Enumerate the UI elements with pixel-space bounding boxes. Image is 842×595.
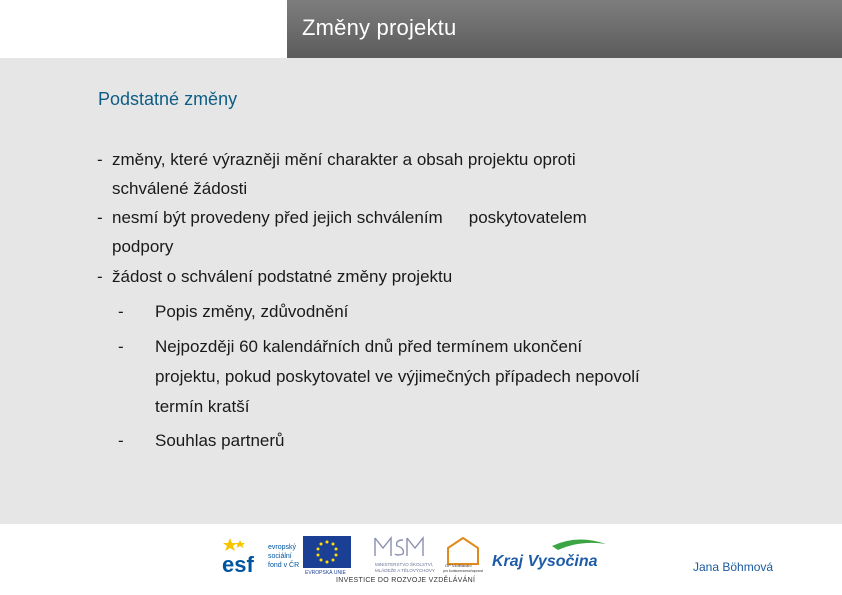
esf-caption: fond v ČR [268, 562, 300, 569]
section-subtitle: Podstatné změny [98, 89, 238, 109]
esf-logo [222, 536, 300, 576]
bullet-text: schválené žádosti [112, 179, 248, 198]
op-caption: OP Vzdělávání [445, 563, 472, 568]
bullet-text: poskytovatelem [468, 208, 587, 227]
sub-bullet-text: Nejpozději 60 kalendářních dnů před termínem ukončení [155, 337, 583, 356]
esf-caption: evropský [268, 544, 297, 551]
eu-caption: EVROPSKÁ UNIE [305, 570, 346, 576]
sub-bullet-dash: - [118, 302, 124, 321]
esf-text: esf [222, 552, 254, 576]
op-logo [438, 534, 488, 576]
bullet-text: změny, které výrazněji mění charakter a obsah projektu oproti [112, 150, 576, 169]
esf-caption: sociální [268, 553, 292, 560]
msmt-caption: MLÁDEŽE A TĚLOVÝCHOVY [375, 568, 435, 573]
sub-bullet-text: Souhlas partnerů [155, 431, 285, 450]
title-bar [287, 0, 842, 58]
sub-bullet-item [118, 332, 758, 422]
bullet-text: žádost o schválení podstatné změny projektu [112, 267, 453, 286]
bullet-dash: - [97, 208, 103, 227]
bullet-item [97, 203, 737, 261]
kraj-vysocina-logo [492, 536, 608, 576]
bullet-text: podpory [112, 237, 174, 256]
author-name: Jana Böhmová [693, 560, 774, 574]
eu-flag-logo [303, 536, 351, 576]
bullet-dash: - [97, 267, 103, 286]
op-caption: pro konkurenceschopnost [443, 569, 484, 573]
kraj-swoosh-icon [552, 539, 606, 550]
bullet-text: nesmí být provedeny před jejich schválením [112, 208, 443, 227]
bullet-item [97, 262, 737, 291]
bullet-dash: - [97, 150, 103, 169]
footer-slogan: INVESTICE DO ROZVOJE VZDĚLÁVÁNÍ [336, 577, 476, 584]
sub-bullet-dash: - [118, 337, 124, 356]
sub-bullet-dash: - [118, 431, 124, 450]
msmt-emblem-icon [375, 538, 423, 556]
bullet-item [97, 145, 737, 203]
sub-bullet-text: termín kratší [155, 397, 250, 416]
page-title: Změny projektu [302, 15, 457, 40]
msmt-logo [367, 534, 435, 576]
sub-bullet-text: Popis změny, zdůvodnění [155, 302, 349, 321]
op-shape-icon [448, 538, 478, 564]
sub-bullet-text: projektu, pokud poskytovatel ve výjimečných případech nepovolí [155, 367, 640, 386]
kraj-text: Kraj Vysočina [492, 553, 598, 570]
msmt-caption: MINISTERSTVO ŠKOLSTVÍ, [375, 562, 434, 567]
sub-bullet-item [118, 297, 758, 327]
sub-bullet-item [118, 426, 758, 456]
